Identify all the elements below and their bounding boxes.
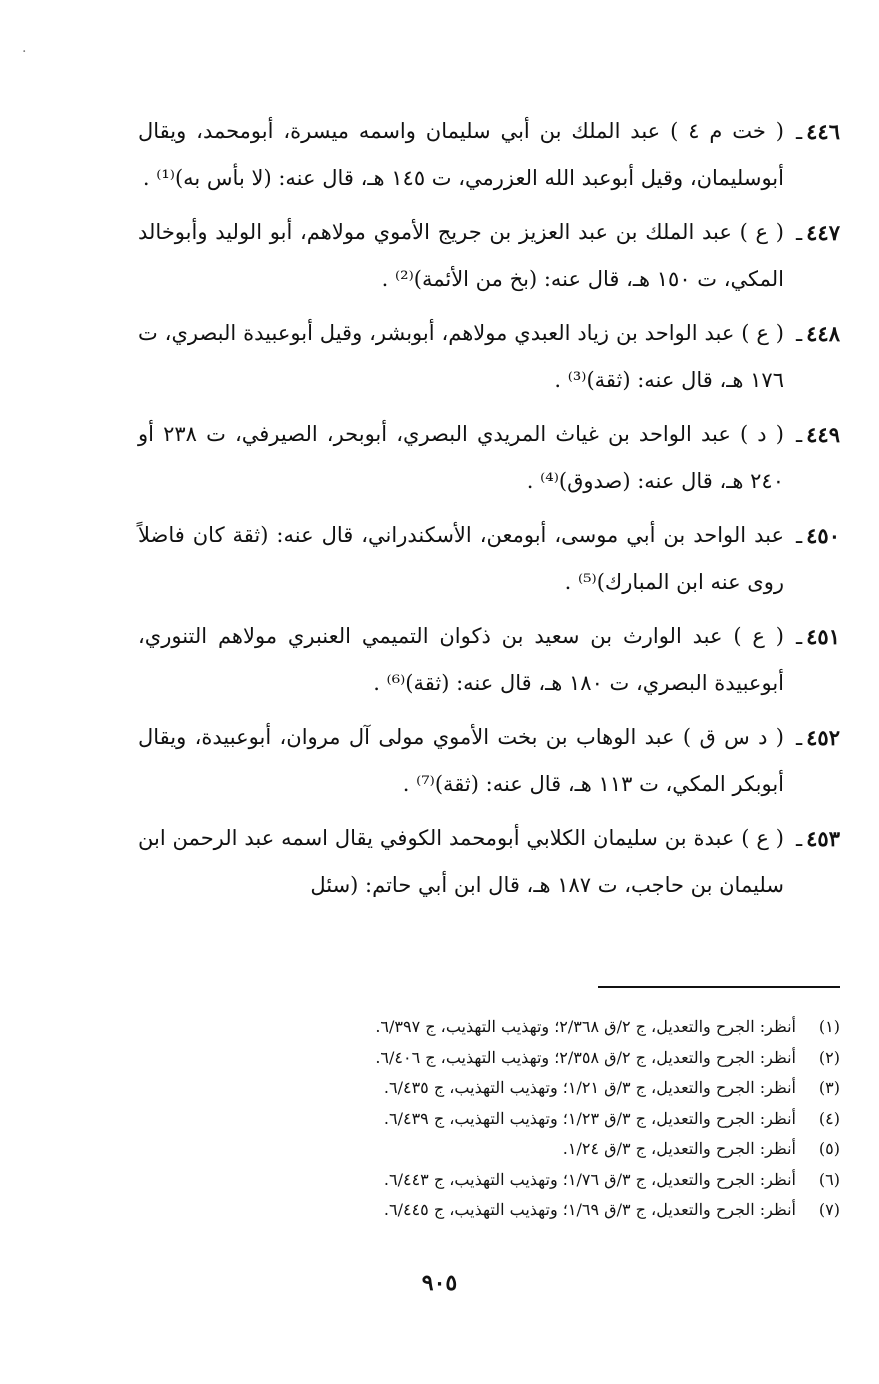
entry-446 [138,108,840,202]
footnote-5 [200,1134,840,1165]
entry-dash: ـ [796,221,803,245]
entry-text: ( د س ق ) عبد الوهاب بن بخت الأموي مولى آل مروان، أبوعبيدة، ويقال أبوبكر المكي، ت ١١٣ هـ، قال عنه: (ثقة)⁽⁷⁾ . [138,725,784,796]
entry-text: ( د ) عبد الواحد بن غياث المريدي البصري، أبوبحر، الصيرفي، ت ٢٣٨ أو ٢٤٠ هـ، قال عنه: (صدوق)⁽⁴⁾ . [138,422,784,493]
footnote-text: أنظر: الجرح والتعديل، ج ٣/ق ١/٧٦؛ وتهذيب التهذيب، ج ٦/٤٤٣. [383,1169,796,1189]
footnote-text: أنظر: الجرح والتعديل، ج ٣/ق ١/٦٩؛ وتهذيب التهذيب، ج ٦/٤٤٥. [383,1200,796,1219]
entry-449 [138,411,840,505]
entry-dash: ـ [796,827,803,851]
footnote-2 [200,1043,840,1074]
footnote-separator [598,986,840,988]
entry-447 [138,209,840,303]
entry-dash: ـ [796,322,803,346]
entry-text: ( خت م ٤ ) عبد الملك بن أبي سليمان واسمه ميسرة، أبومحمد، ويقال أبوسليمان، وقيل أبوعبد الله العزرمي، ت ١٤٥ هـ، قال عنه: (لا بأس به)⁽¹⁾ . [138,119,784,190]
footnote-number: (٣) [818,1078,840,1097]
footnote-number: (٧) [818,1200,840,1219]
entry-dash: ـ [796,726,803,750]
footnote-number: (٢) [818,1047,840,1067]
footnote-1 [200,1012,840,1043]
entry-448 [138,310,840,404]
entry-452 [138,714,840,808]
entry-dash: ـ [796,524,803,548]
footnotes-list [200,1012,840,1226]
entry-number: ٤٤٦ [806,119,840,144]
footnote-4 [200,1104,840,1135]
footnote-6 [200,1165,840,1196]
footnote-text: أنظر: الجرح والتعديل، ج ٣/ق ١/٢١؛ وتهذيب التهذيب، ج ٦/٤٣٥. [383,1078,796,1097]
entry-number: ٤٥٣ [806,826,840,851]
entry-text: ( ع ) عبدة بن سليمان الكلابي أبومحمد الكوفي يقال اسمه عبد الرحمن ابن سليمان بن حاجب، ت ١٨٧ هـ، قال ابن أبي حاتم: (سئل [138,826,784,897]
entry-453 [138,815,840,909]
footnote-number: (١) [818,1017,840,1036]
entry-number: ٤٥١ [806,624,840,649]
footnote-text: أنظر: الجرح والتعديل، ج ٢/ق ٢/٣٦٨؛ وتهذيب التهذيب، ج ٦/٣٩٧. [375,1017,796,1036]
footnote-text: أنظر: الجرح والتعديل، ج ٢/ق ٢/٣٥٨؛ وتهذيب التهذيب، ج ٦/٤٠٦. [375,1047,796,1067]
entries-list [138,108,840,916]
entry-number: ٤٥٠ [806,523,840,548]
footnote-number: (٦) [818,1169,840,1189]
footnote-text: أنظر: الجرح والتعديل، ج ٣/ق ١/٢٣؛ وتهذيب التهذيب، ج ٦/٤٣٩. [383,1108,796,1128]
entry-text: ( ع ) عبد الملك بن عبد العزيز بن جريج الأموي مولاهم، أبو الوليد وأبوخالد المكي، ت ١٥٠ هـ، قال عنه: (بخ من الأئمة)⁽²⁾ . [138,220,784,291]
entry-number: ٤٤٧ [806,220,840,245]
footnote-number: (٥) [818,1139,840,1158]
entry-number: ٤٥٢ [806,725,840,750]
entry-text: ( ع ) عبد الوارث بن سعيد بن ذكوان التميمي العنبري مولاهم التنوري، أبوعبيدة البصري، ت ١٨٠ هـ، قال عنه: (ثقة)⁽⁶⁾ . [138,624,784,695]
footnote-text: أنظر: الجرح والتعديل، ج ٣/ق ١/٢٤. [562,1139,796,1158]
page-number: ٩٠٥ [421,1270,458,1296]
footnote-number: (٤) [818,1108,840,1128]
entry-text: عبد الواحد بن أبي موسى، أبومعن، الأسكندراني، قال عنه: (ثقة كان فاضلاً روى عنه ابن المبارك)⁽⁵⁾ . [138,523,784,594]
corner-mark: . [22,40,27,56]
entry-450 [138,512,840,606]
entry-text: ( ع ) عبد الواحد بن زياد العبدي مولاهم، أبوبشر، وقيل أبوعبيدة البصري، ت ١٧٦ هـ، قال عنه: (ثقة)⁽³⁾ . [138,321,784,392]
entry-dash: ـ [796,120,803,144]
entry-number: ٤٤٨ [806,321,840,346]
footnote-3 [200,1073,840,1104]
entry-dash: ـ [796,625,803,649]
entry-451 [138,613,840,707]
footnote-7 [200,1195,840,1226]
entry-number: ٤٤٩ [806,422,840,447]
entry-dash: ـ [796,423,803,447]
